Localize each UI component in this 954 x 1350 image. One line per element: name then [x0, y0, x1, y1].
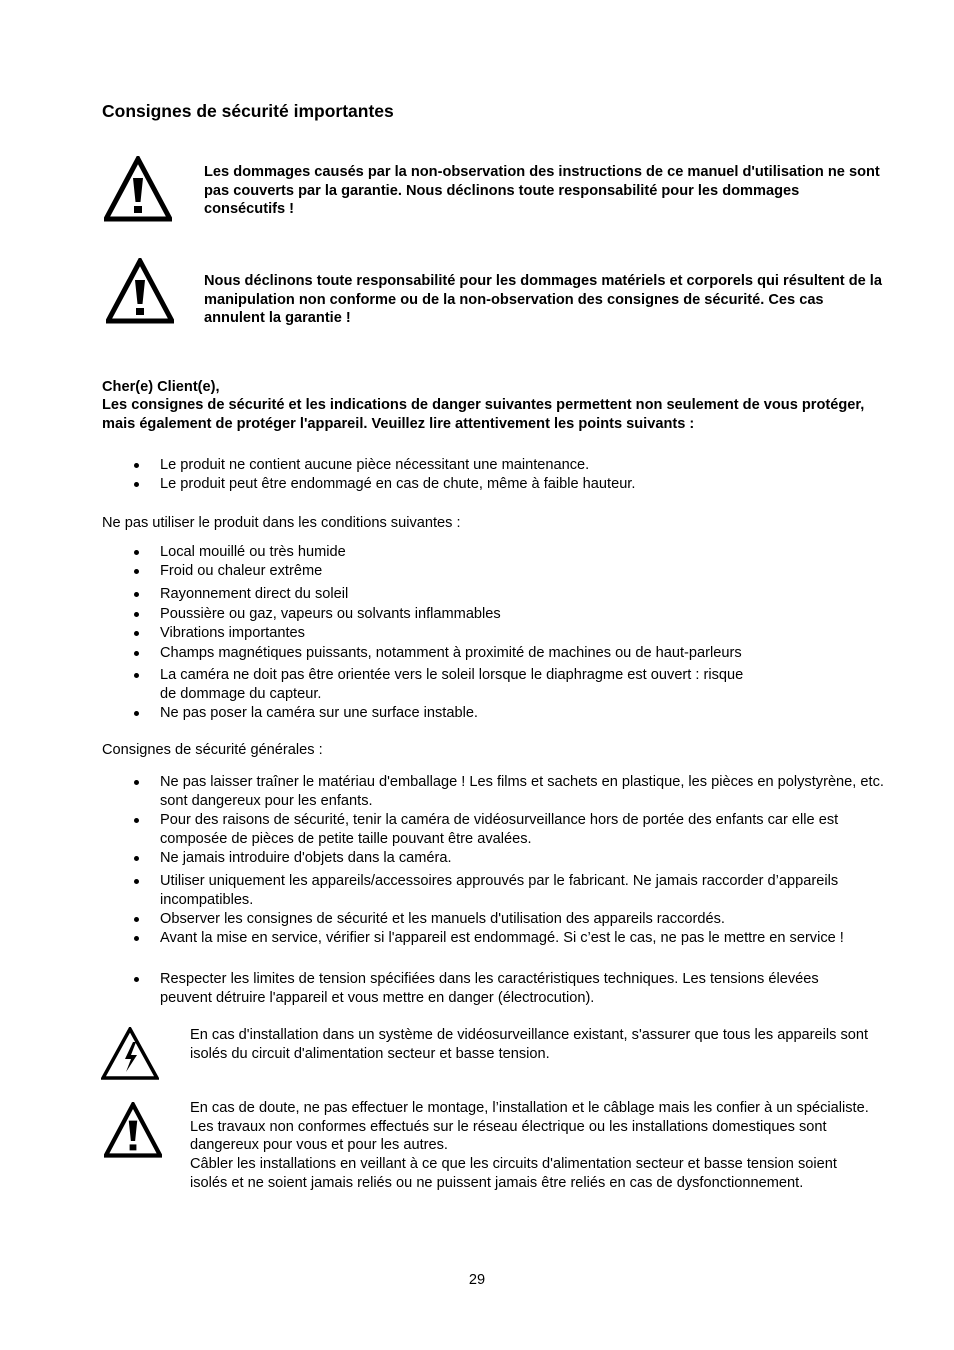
list-item: Le produit ne contient aucune pièce nécessitant une maintenance.: [160, 456, 888, 475]
list-item: Vibrations importantes: [160, 624, 888, 643]
list-item: Rayonnement direct du soleil: [160, 585, 888, 604]
warning-triangle-icon: [104, 1102, 162, 1158]
list-item: Observer les consignes de sécurité et les manuels d'utilisation des appareils raccordés.: [160, 910, 888, 929]
warning-triangle-icon: [106, 258, 174, 324]
final-note-paragraph: Câbler les installations en veillant à ce que les circuits d'alimentation secteur et basse tension soient isolés et ne soient jamais reliés ou ne puissent jamais être reliés en cas de dysfonctionnement.: [190, 1156, 837, 1191]
page-title: Consignes de sécurité importantes: [102, 101, 394, 121]
electric-hazard-icon: [101, 1027, 159, 1080]
list-item: Le produit peut être endommagé en cas de chute, même à faible hauteur.: [160, 475, 888, 494]
warning-text-1: Les dommages causés par la non-observation des instructions de ce manuel d'utilisation ne sont pas couverts par la garantie. Nous déclinons toute responsabilité pour les dommages consécutifs !: [204, 164, 880, 218]
intro-text: Les consignes de sécurité et les indications de danger suivantes permettent non seulement de vous protéger, mais également de protéger l'appareil. Veuillez lire attentivement les points suivants :: [102, 397, 865, 432]
list-item: Respecter les limites de tension spécifiées dans les caractéristiques techniques. Les tensions élevées peuvent détruire l'appareil et vous mettre en danger (électrocution).: [160, 970, 850, 1007]
general-heading: Consignes de sécurité générales :: [102, 742, 323, 758]
list-item: Pour des raisons de sécurité, tenir la caméra de vidéosurveillance hors de portée des enfants car elle est composée de pièces de petite taille pouvant être avalées.: [160, 811, 888, 848]
warning-triangle-icon: [104, 156, 172, 222]
list-item: Froid ou chaleur extrême: [160, 562, 888, 581]
warning-text-2: Nous déclinons toute responsabilité pour les dommages matériels et corporels qui résultent de la manipulation non conforme ou de la non-observation des consignes de sécurité. Ces cas annulent la garantie !: [204, 273, 882, 327]
conditions-heading: Ne pas utiliser le produit dans les conditions suivantes :: [102, 515, 461, 531]
list-item: Ne pas poser la caméra sur une surface instable.: [160, 704, 888, 723]
list-item: Local mouillé ou très humide: [160, 543, 888, 562]
list-item: Champs magnétiques puissants, notamment à proximité de machines ou de haut-parleurs: [160, 644, 888, 663]
list-item: La caméra ne doit pas être orientée vers le soleil lorsque le diaphragme est ouvert : risque de dommage du capteur.: [160, 666, 760, 703]
electric-note: En cas d'installation dans un système de vidéosurveillance existant, s'assurer que tous les appareils sont isolés du circuit d'alimentation secteur et basse tension.: [190, 1027, 869, 1062]
list-item: Utiliser uniquement les appareils/accessoires approuvés par le fabricant. Ne jamais raccorder d’appareils incompatibles.: [160, 872, 850, 909]
list-item: Ne jamais introduire d'objets dans la caméra.: [160, 849, 888, 868]
list-item: Poussière ou gaz, vapeurs ou solvants inflammables: [160, 605, 888, 624]
salutation: Cher(e) Client(e),: [102, 379, 220, 395]
page-number: 29: [468, 1272, 486, 1288]
list-item: Ne pas laisser traîner le matériau d'emballage ! Les films et sachets en plastique, les pièces en polystyrène, etc. sont dangereux pour les enfants.: [160, 773, 888, 810]
list-item: Avant la mise en service, vérifier si l'appareil est endommagé. Si c’est le cas, ne pas le mettre en service !: [160, 929, 860, 948]
final-note-paragraph: En cas de doute, ne pas effectuer le montage, l’installation et le câblage mais les confier à un spécialiste. Les travaux non conformes effectués sur le réseau électrique ou les installations domestiques sont dangereux pour vous et pour les autres.: [190, 1100, 869, 1154]
